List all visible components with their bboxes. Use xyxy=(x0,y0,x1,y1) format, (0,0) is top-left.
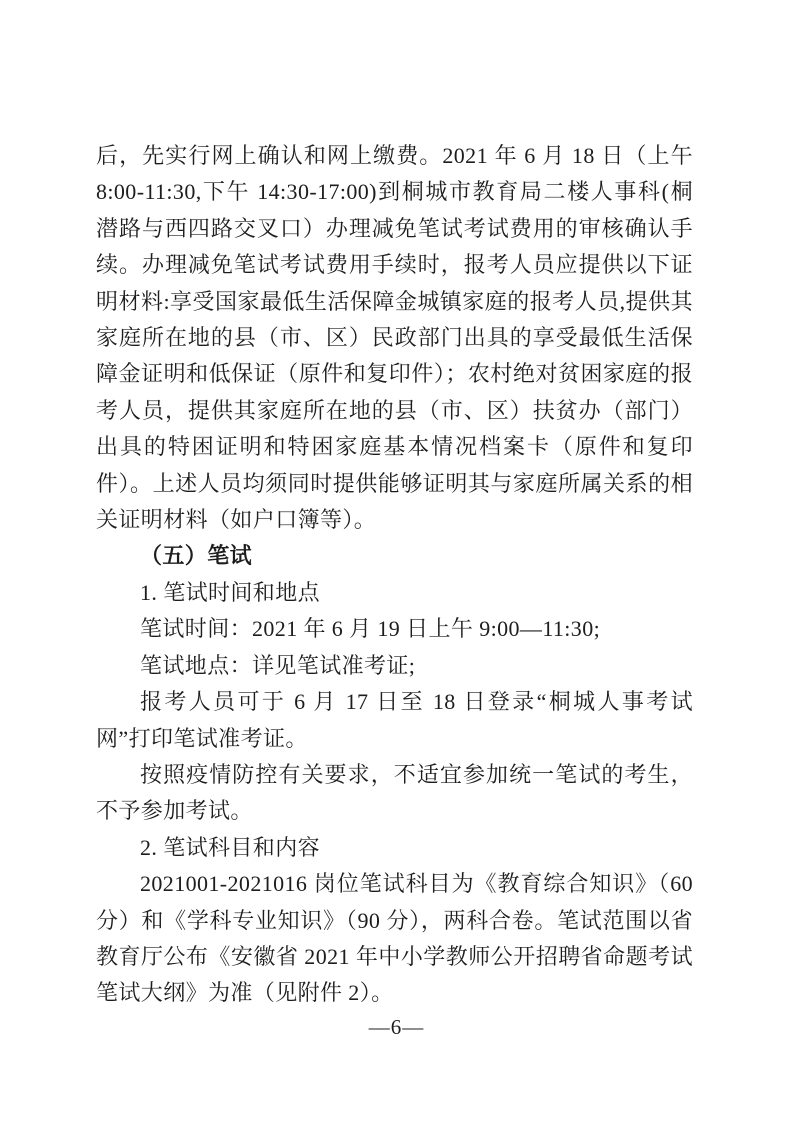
numbered-item-2-exam-subjects: 2. 笔试科目和内容 xyxy=(140,834,321,860)
document-body xyxy=(96,138,693,1012)
paragraph-epidemic-requirement: 按照疫情防控有关要求，不适宜参加统一笔试的考生，不予参加考试。 xyxy=(96,761,693,824)
paragraph-exam-subject-details: 2021001-2021016 岗位笔试科目为《教育综合知识》（60 分）和《学科专业知识》（90 分），两科合卷。笔试范围以省教育厅公布《安徽省 2021 年中小学教师公开招聘省命题考试笔试大纲》为准（见附件 2）。 xyxy=(96,871,693,1006)
detail-exam-time: 笔试时间：2021 年 6 月 19 日上午 9:00—11:30; xyxy=(140,616,601,642)
page-number: —6— xyxy=(368,1015,425,1039)
paragraph-continuation: 后，先实行网上确认和网上缴费。2021 年 6 月 18 日（上午 8:00-11:30,下午 14:30-17:00)到桐城市教育局二楼人事科(桐潜路与西四路交叉口）办理减免笔试考试费用的审核确认手续。办理减免笔试考试费用手续时，报考人员应提供以下证明材料:享受国家最低生活保障金城镇家庭的报考人员,提供其家庭所在地的县（市、区）民政部门出具的享受最低生活保障金证明和低保证（原件和复印件）；农村绝对贫困家庭的报考人员，提供其家庭所在地的县（市、区）扶贫办（部门）出具的特困证明和特困家庭基本情况档案卡（原件和复印件）。上述人员均须同时提供能够证明其与家庭所属关系的相关证明材料（如户口簿等）。 xyxy=(96,143,693,533)
detail-exam-location: 笔试地点：详见笔试准考证; xyxy=(140,652,416,678)
section-heading-five-written-exam: （五）笔试 xyxy=(140,543,253,569)
paragraph-admission-ticket: 报考人员可于 6 月 17 日至 18 日登录“桐城人事考试网”打印笔试准考证。 xyxy=(96,689,693,751)
numbered-item-1-exam-time-place: 1. 笔试时间和地点 xyxy=(140,579,321,605)
